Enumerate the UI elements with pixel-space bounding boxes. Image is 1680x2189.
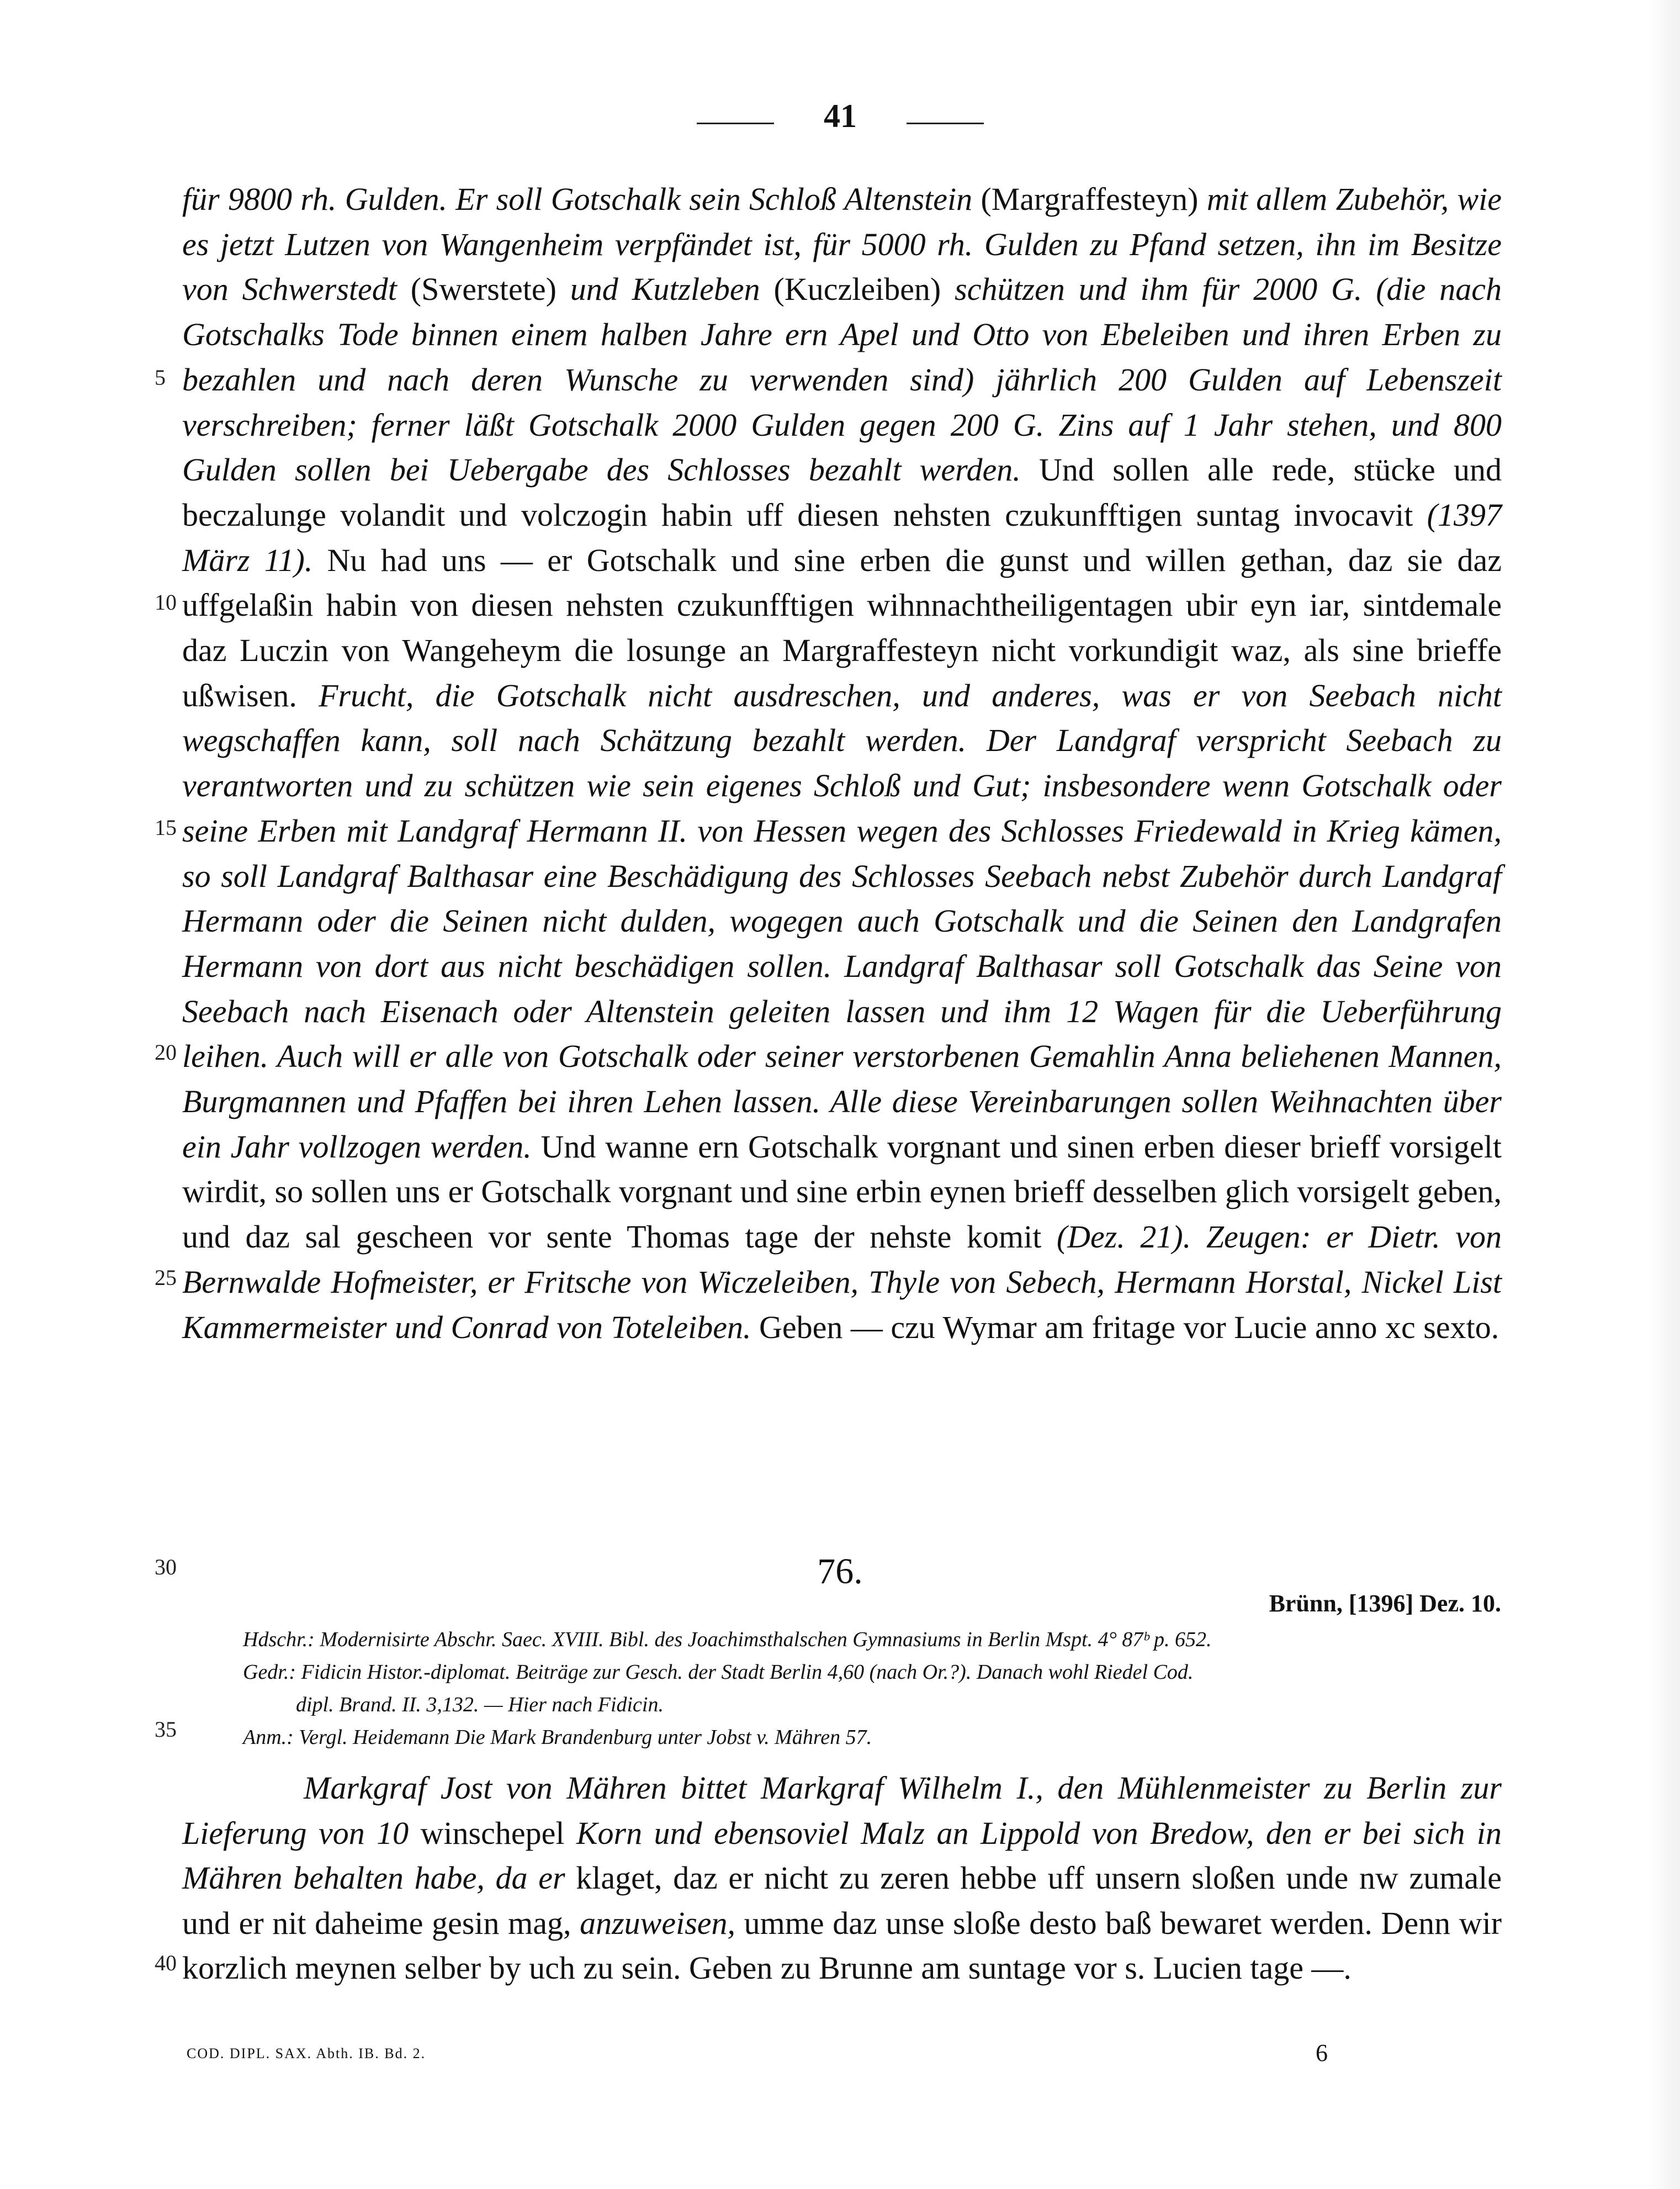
text-run: umme daz unse sloße desto baß bewaret werden. Denn wir korzlich meynen selber by uch zu sein. Geben zu Brunne am suntage vor s. Lucien tage —. (182, 1905, 1502, 1986)
text-run: Und wanne ern Gotschalk vorgnant und sinen erben dieser brieff vorsigelt wirdit, so sollen uns er Gotschalk vorgnant und sine erbin eynen brieff desselben glich vorsigelt geben, und daz sal gescheen vor sente Thomas tage der nehste komit (182, 1128, 1502, 1255)
print-note: Gedr.: Fidicin Histor.-diplomat. Beiträge zur Gesch. der Stadt Berlin 4,60 (nach Or.?). Danach wohl Riedel Cod. (243, 1661, 1194, 1684)
text-run: mit allem Zubehör, wie es jetzt Lutzen von Wangenheim verpfändet ist, für 5000 rh. Gulden zu Pfand setzen, ihn im Besitze von Schwerstedt (182, 181, 1502, 308)
signature-mark: COD. DIPL. SAX. Abth. IB. Bd. 2. (187, 2045, 426, 2061)
line-number: 15 (155, 815, 177, 840)
document-number: 76. (817, 1551, 863, 1591)
sheet-number: 6 (1316, 2039, 1328, 2066)
text-run: Frucht, die Gotschalk nicht ausdreschen, und anderes, was er von Seebach nicht wegschaffen kann, soll nach Schätzung bezahlt werden. Der Landgraf verspricht Seebach zu verantworten und zu schützen wie sein eigenes Schloß und Gut; insbesondere wenn Gotschalk oder seine Erben mit Landgraf Hermann II. von Hessen wegen des Schlosses Friedewald in Krieg kämen, so soll Landgraf Balthasar eine Beschädigung des Schlosses Seebach nebst Zubehör durch Landgraf Hermann oder die Seinen nicht dulden, wogegen auch Gotschalk und die Seinen den Landgrafen Hermann von dort aus nicht beschädigen sollen. Landgraf Balthasar soll Gotschalk das Seine von Seebach nach Eisenach oder Altenstein geleiten lassen und ihm 12 Wagen für die Ueberführung leihen. Auch will er alle von Gotschalk oder seiner verstorbenen Gemahlin Anna beliehenen Mannen, Burgmannen und Pfaffen bei ihren Lehen lassen. Alle diese Vereinbarungen sollen Weihnachten über ein Jahr vollzogen werden. (182, 677, 1502, 1165)
document-text-75-continued (182, 177, 1502, 1350)
text-run: Korn und ebensoviel Malz an Lippold von Bredow, den er bei sich in Mähren behalten habe, da er (182, 1815, 1502, 1896)
line-number: 10 (155, 590, 177, 615)
line-number: 30 (155, 1554, 177, 1579)
text-run: anzuweisen, (580, 1905, 744, 1941)
document-text-76 (182, 1765, 1502, 1991)
page-number: 41 (824, 98, 857, 134)
text-run: für 9800 rh. Gulden. Er soll Gotschalk sein Schloß Altenstein (182, 181, 981, 217)
text-run: (1397 März 11). (182, 496, 1502, 578)
text-run: Und sollen alle rede, stücke und beczalunge volandit und volczogin habin uff diesen nehsten czukunfftigen suntag invocavit (182, 452, 1502, 533)
text-run: (Swerstete) (410, 271, 570, 308)
remark-note: Anm.: Vergl. Heidemann Die Mark Brandenburg unter Jobst v. Mähren 57. (243, 1726, 872, 1749)
text-run: (Dez. 21). Zeugen: er Dietr. von Bernwalde Hofmeister, er Fritsche von Wiczeleiben, Thyle von Sebech, Hermann Horstal, Nickel List Kammermeister und Conrad von Toteleiben. (182, 1219, 1502, 1345)
manuscript-note: Hdschr.: Modernisirte Abschr. Saec. XVIII. Bibl. des Joachimsthalschen Gymnasiums in Berlin Mspt. 4° 87ᵇ p. 652. (243, 1628, 1212, 1651)
text-run: (Margraffesteyn) (981, 181, 1207, 217)
document-dateline: Brünn, [1396] Dez. 10. (1269, 1590, 1501, 1617)
line-number: 40 (155, 1950, 177, 1975)
text-run: klaget, daz er nicht zu zeren hebbe uff unsern sloßen unde nw zumale und er nit daheime gesin mag, (182, 1860, 1502, 1941)
text-run: Markgraf Jost von Mähren bittet Markgraf Wilhelm I., den Mühlenmeister zu Berlin zur Lieferung von 10 (182, 1770, 1502, 1851)
page-header (697, 97, 984, 147)
line-number: 35 (155, 1717, 177, 1742)
text-run: winschepel (420, 1815, 576, 1851)
line-number: 25 (155, 1265, 177, 1290)
paragraph (182, 177, 1502, 1350)
text-run: (Kuczleiben) (773, 271, 955, 308)
critical-apparatus (243, 1624, 1507, 1754)
text-run: Nu had uns — er Gotschalk und sine erben die gunst und willen gethan, daz sie daz uffgelaßin habin von diesen nehsten czukunfftigen wihnnachtheiligentagen ubir eyn iar, sintdemale daz Luczin von Wangeheym die losunge an Margraffesteyn nicht vorkundigit waz, als sine brieffe ußwisen. (182, 542, 1502, 713)
text-run: schützen und ihm für 2000 G. (die nach Gotschalks Tode binnen einem halben Jahre ern Apel und Otto von Ebeleiben und ihren Erben zu bezahlen und nach deren Wunsche zu verwenden sind) jährlich 200 Gulden auf Lebenszeit verschreiben; ferner läßt Gotschalk 2000 Gulden gegen 200 G. Zins auf 1 Jahr stehen, und 800 Gulden sollen bei Uebergabe des Schlosses bezahlt werden. (182, 271, 1502, 488)
text-run: und Kutzleben (570, 271, 774, 308)
text-run: Geben — czu Wymar am fritage vor Lucie anno xc sexto. (759, 1309, 1499, 1345)
scan-edge-shadow (1647, 0, 1680, 2189)
line-number: 20 (155, 1040, 177, 1065)
line-number: 5 (155, 365, 166, 390)
paragraph (182, 1765, 1502, 1991)
print-note-continued: dipl. Brand. II. 3,132. — Hier nach Fidicin. (296, 1693, 664, 1716)
header-rule-right (907, 123, 984, 124)
